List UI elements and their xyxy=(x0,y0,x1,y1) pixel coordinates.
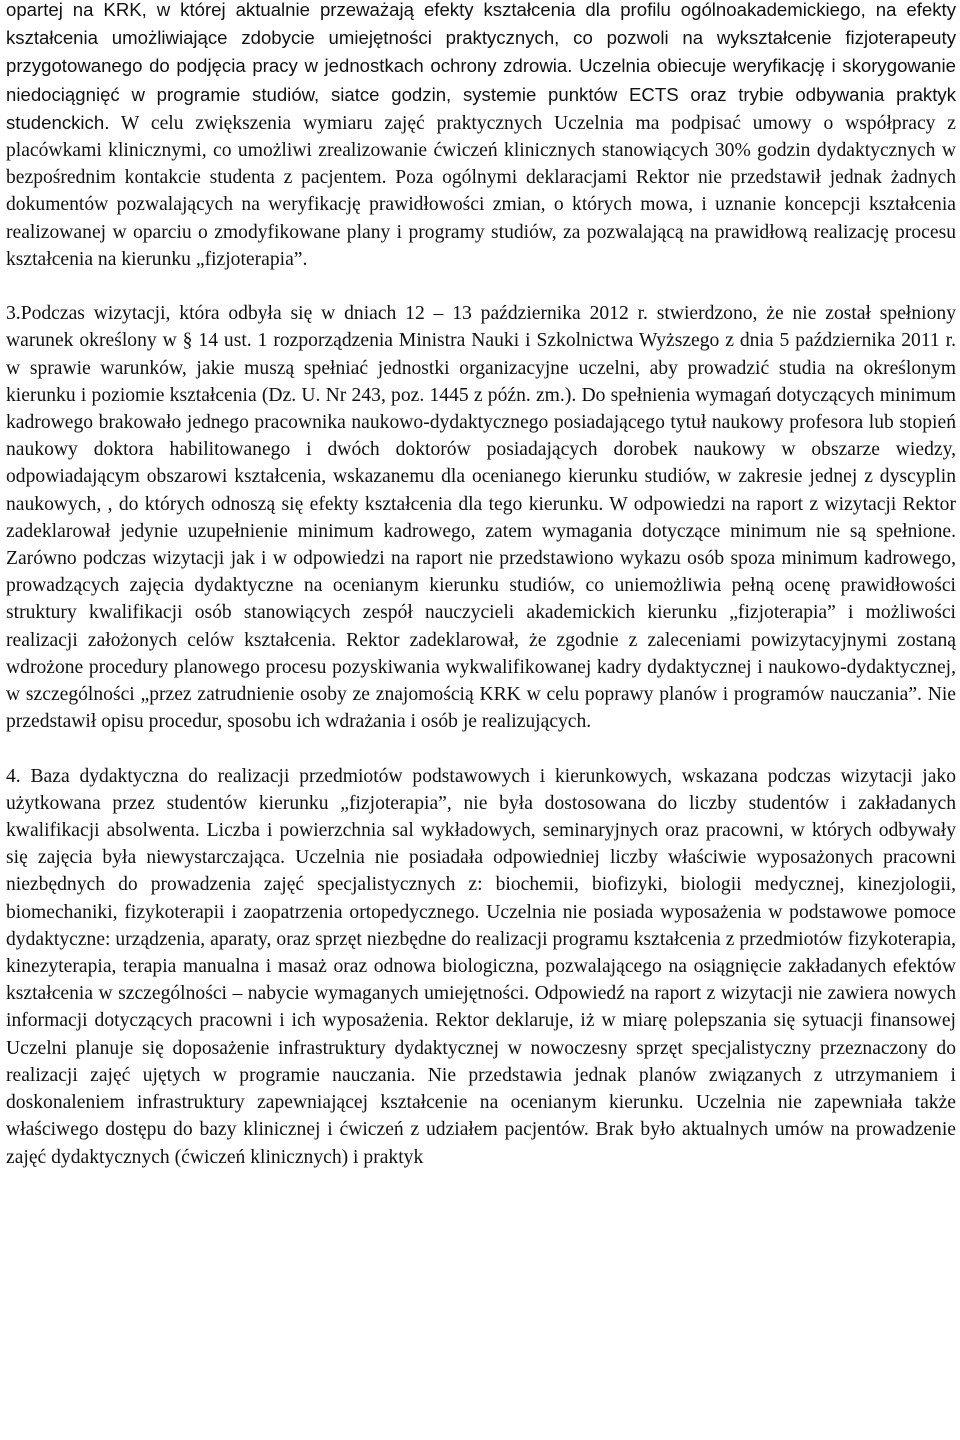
paragraph-staff-minimum xyxy=(6,300,956,735)
document-page xyxy=(6,0,956,1171)
paragraph-text-staff: Do spełnienia wymagań dotyczących minimum kadrowego brakowało jednego pracownika naukowo-dydaktycznego posiadającego tytuł naukowy profesora lub stopień naukowy doktora habilitowanego i dwóch doktorów posiadających dorobek naukowy w obszarze wiedzy, odpowiadającym obszarowi kształcenia, wskazanemu dla ocenianego kierunku studiów, w zakresie jednej z dyscyplin naukowych, , do których odnoszą się efekty kształcenia dla tego kierunku. W odpowiedzi na raport z wizytacji Rektor zadeklarował jedynie uzupełnienie minimum kadrowego, zatem wymagania dotyczące minimum nie są spełnione. Zarówno podczas wizytacji jak i w odpowiedzi na raport nie przedstawiono wykazu osób spoza minimum kadrowego, prowadzących zajęcia dydaktyczne na ocenianym kierunku studiów, co uniemożliwia pełną ocenę prawidłowości struktury kwalifikacji osób stanowiących zespół nauczycieli akademickich kierunku „fizjoterapia” i możliwości realizacji założonych celów kształcenia. Rektor zadeklarował, że zgodnie z zaleceniami powizytacyjnymi zostaną wdrożone procedury planowego procesu pozyskiwania wykwalifikowanej kadry dydaktycznej i naukowo-dydaktycznej, w szczególności „przez zatrudnienie osoby ze znajomością KRK w celu poprawy planów i programów nauczania”. Nie przedstawił opisu procedur, sposobu ich wdrażania i osób je realizujących. xyxy=(6,384,957,733)
paragraph-text-sans: opartej na KRK, w której aktualnie przeważają efekty kształcenia dla profilu ogólnoakademickiego, na efekty kształcenia umożliwiające zdobycie umiejętności praktycznych, co pozwoli na wykształcenie fizjoterapeuty przygotowanego do podjęcia pracy w jednostkach ochrony zdrowia. Uczelnia obiecuje weryfikację i skorygowanie niedociągnięć w programie studiów, siatce godzin, systemie punktów ECTS oraz trybie odbywania praktyk studenckich. xyxy=(6,0,956,133)
paragraph-gap xyxy=(6,273,956,300)
paragraph-text-serif: W celu zwiększenia wymiaru zajęć praktycznych Uczelnia ma podpisać umowy o współpracy z placówkami klinicznymi, co umożliwi zrealizowanie ćwiczeń klinicznych stanowiących 30% godzin dydaktycznych w bezpośrednim kontakcie studenta z pacjentem. Poza ogólnymi deklaracjami Rektor nie przedstawił jednak żadnych dokumentów pozwalających na weryfikację prawidłowości zmian, o których mowa, i uznanie koncepcji kształcenia realizowanej w oparciu o zmodyfikowane plany i programy studiów, za pozwalającą na prawidłową realizację procesu kształcenia na kierunku „fizjoterapia”. xyxy=(6,112,956,270)
paragraph-text-facilities: 4. Baza dydaktyczna do realizacji przedmiotów podstawowych i kierunkowych, wskazana podczas wizytacji jako użytkowana przez studentów kierunku „fizjoterapia”, nie była dostosowana do liczby studentów i zakładanych kwalifikacji absolwenta. Liczba i powierzchnia sal wykładowych, seminaryjnych oraz pracowni, w których odbywały się zajęcia była niewystarczająca. Uczelnia nie posiadała odpowiedniej liczby właściwie wyposażonych pracowni niezbędnych do prowadzenia zajęć specjalistycznych z: biochemii, biofizyki, biologii medycznej, kinezjologii, biomechaniki, fizykoterapii i zaopatrzenia ortopedycznego. Uczelnia nie posiada wyposażenia w podstawowe pomoce dydaktyczne: urządzenia, aparaty, oraz sprzęt niezbędne do realizacji programu kształcenia z przedmiotów fizykoterapia, kinezyterapia, terapia manualna i masaż oraz odnowa biologiczna, pozwalającego na osiągnięcie zakładanych efektów kształcenia w szczególności – nabycie wymaganych umiejętności. Odpowiedź na raport z wizytacji nie zawiera nowych informacji dotyczących pracowni i ich wyposażenia. Rektor deklaruje, iż w miarę polepszania się sytuacji finansowej Uczelni planuje się doposażenie infrastruktury dydaktycznej w nowoczesny sprzęt specjalistyczny przeznaczony do realizacji zajęć ujętych w programie nauczania. Nie przedstawia jednak planów związanych z utrzymaniem i doskonaleniem infrastruktury zapewniającej kształcenie na ocenianym kierunku. Uczelnia nie zapewniała także właściwego dostępu do bazy klinicznej i ćwiczeń z udziałem pacjentów. Brak było aktualnych umów na prowadzenie zajęć dydaktycznych (ćwiczeń klinicznych) i praktyk xyxy=(6,765,956,1168)
paragraph-text-regulation: 3.Podczas wizytacji, która odbyła się w dniach 12 – 13 października 2012 r. stwierdzono, że nie został spełniony warunek określony w § 14 ust. 1 rozporządzenia Ministra Nauki i Szkolnictwa Wyższego z dnia 5 października 2011 r. w sprawie warunków, jakie muszą spełniać jednostki organizacyjne uczelni, aby prowadzić studia na określonym kierunku i poziomie kształcenia (Dz. U. Nr 243, poz. 1445 z późn. zm.). xyxy=(6,303,956,406)
paragraph-gap xyxy=(6,735,956,762)
paragraph-teaching-facilities xyxy=(6,763,956,1171)
paragraph-curriculum-changes xyxy=(6,0,956,273)
